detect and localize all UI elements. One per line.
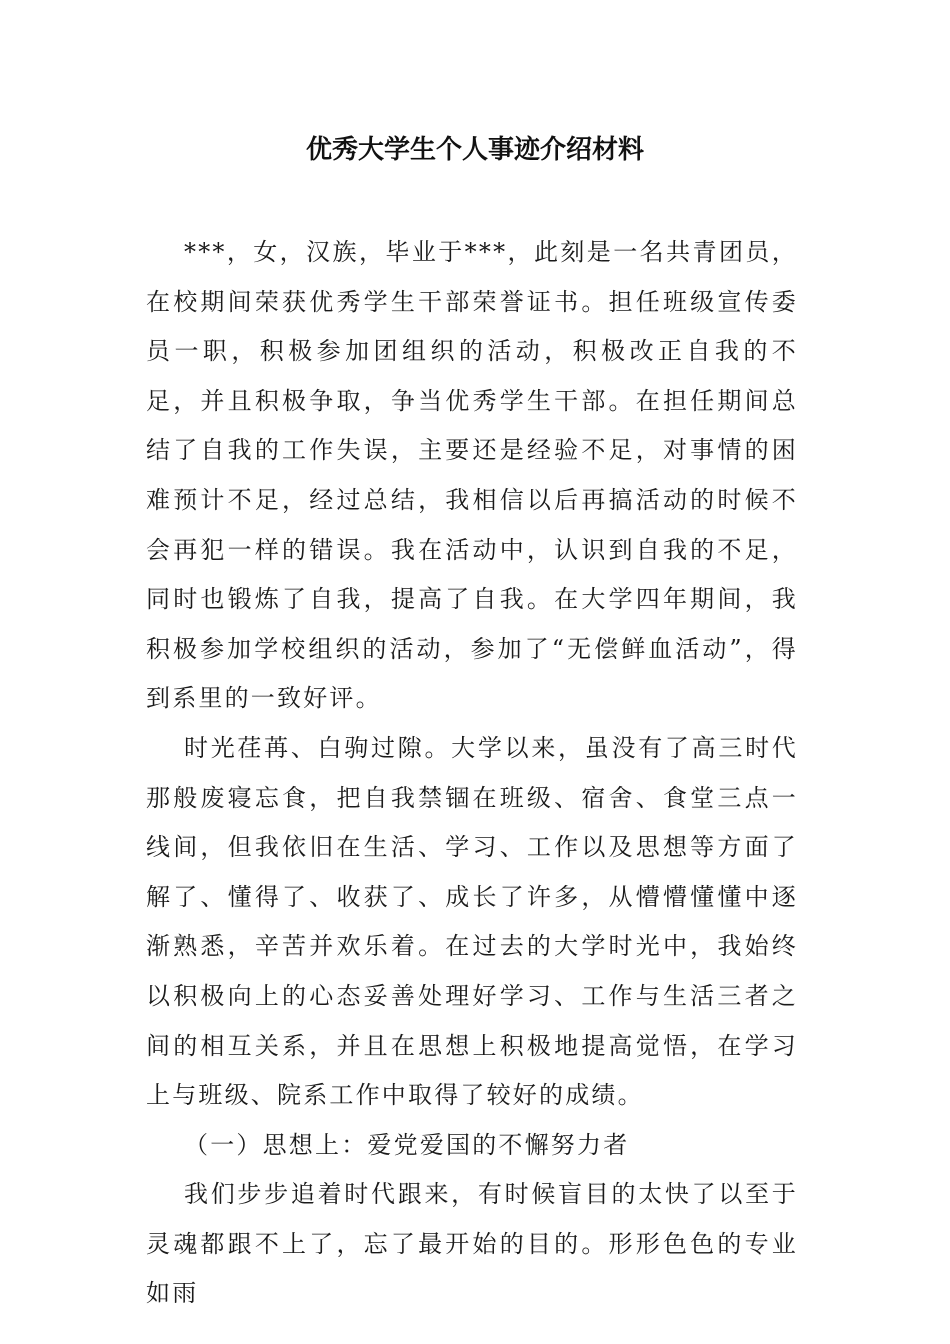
document-body <box>146 228 798 1319</box>
section-heading-ideology: （一）思想上：爱党爱国的不懈努力者 <box>184 1130 630 1159</box>
document-title: 优秀大学生个人事迹介绍材料 <box>305 135 644 165</box>
paragraph-university-life: 时光荏苒、白驹过隙。大学以来，虽没有了高三时代那般废寝忘食，把自我禁锢在班级、宿舍、食堂三点一线间，但我依旧在生活、学习、工作以及思想等方面了解了、懂得了、收获了、成长了许多，从懵懵懂懂中逐渐熟悉，辛苦并欢乐着。在过去的大学时光中，我始终以积极向上的心态妥善处理好学习、工作与生活三者之间的相互关系，并且在思想上积极地提高觉悟，在学习上与班级、院系工作中取得了较好的成绩。 <box>146 733 798 1110</box>
paragraph-intro: ***，女，汉族，毕业于***，此刻是一名共青团员，在校期间荣获优秀学生干部荣誉证书。担任班级宣传委员一职，积极参加团组织的活动，积极改正自我的不足，并且积极争取，争当优秀学生干部。在担任期间总结了自我的工作失误，主要还是经验不足，对事情的困难预计不足，经过总结，我相信以后再搞活动的时候不会再犯一样的错误。我在活动中，认识到自我的不足，同时也锻炼了自我，提高了自我。在大学四年期间，我积极参加学校组织的活动，参加了“无偿鲜血活动”，得到系里的一致好评。 <box>146 238 798 713</box>
paragraph-ideology: 我们步步追着时代跟来，有时候盲目的太快了以至于灵魂都跟不上了，忘了最开始的目的。形形色色的专业如雨 <box>146 1180 798 1308</box>
